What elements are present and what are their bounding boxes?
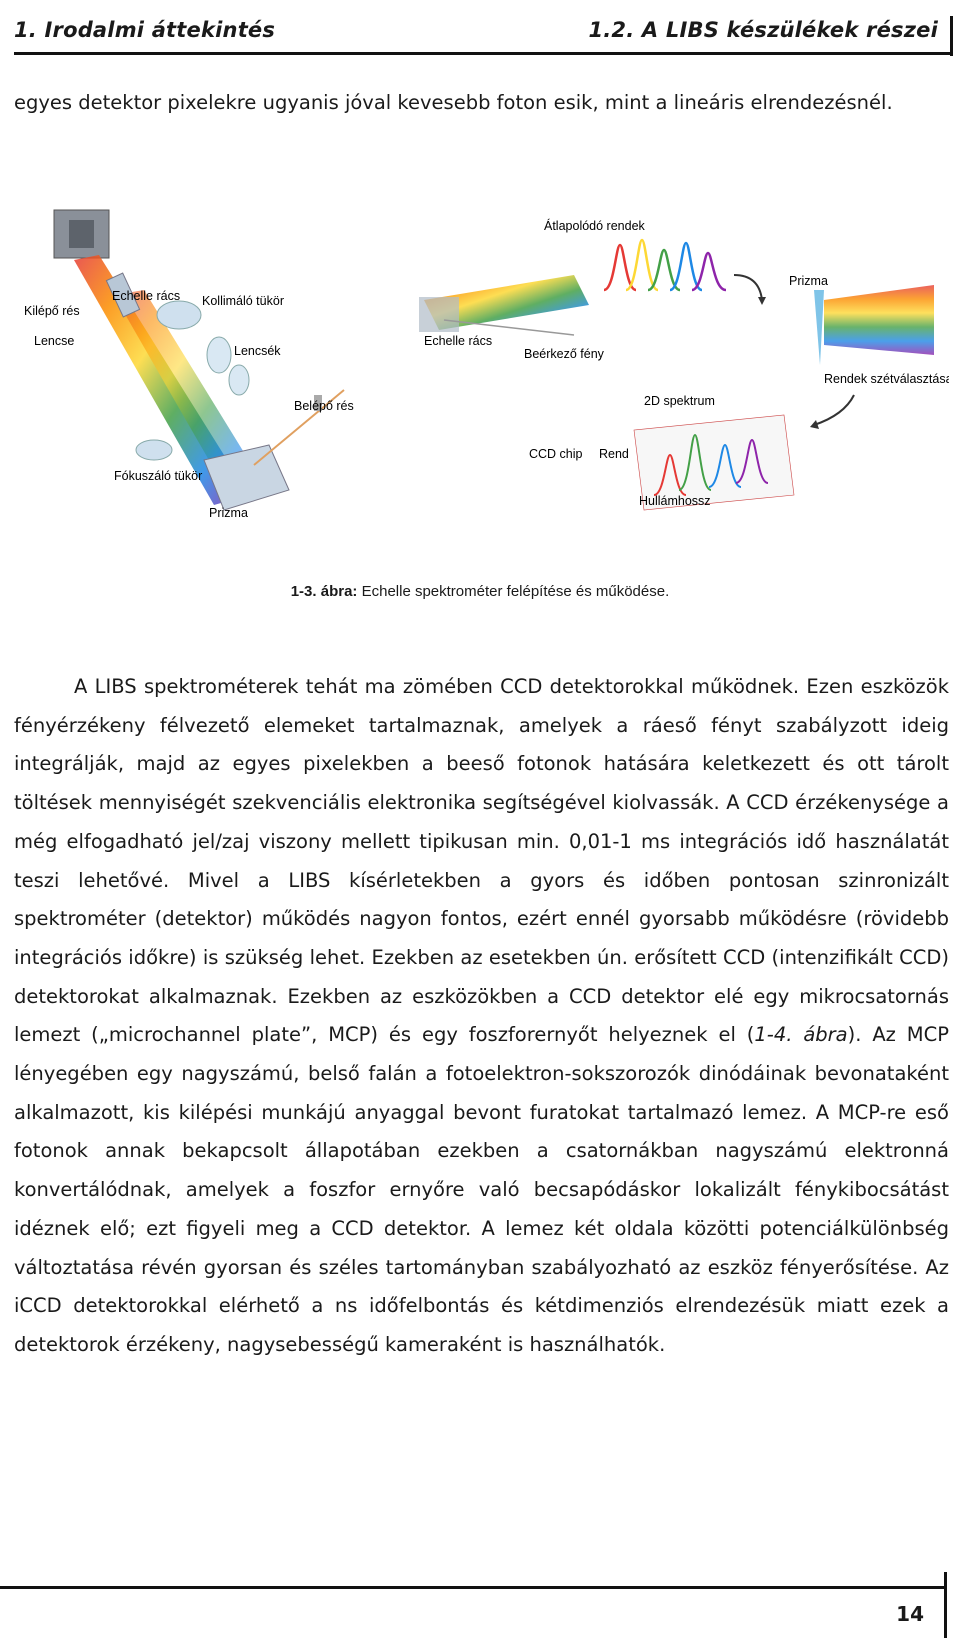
- label-echelle-racs-right: Echelle rács: [424, 334, 493, 348]
- figure-illustration: [14, 205, 949, 545]
- prism-right: [814, 290, 824, 365]
- arrow-to-prism: [734, 275, 762, 300]
- label-kilepo-res: Kilépő rés: [24, 304, 80, 318]
- spectrometer-schematic: [24, 210, 354, 520]
- label-prizma-left: Prizma: [209, 506, 248, 520]
- label-hullamhossz: Hullámhossz: [639, 494, 711, 508]
- echelle-grating-right: [419, 297, 459, 332]
- caption-label: 1-3. ábra:: [290, 583, 358, 600]
- intro-paragraph: egyes detektor pixelekre ugyanis jóval kevesebb foton esik, mint a lineáris elrendezésnél.: [14, 91, 893, 114]
- echelle-principle-diagram: [419, 218, 949, 510]
- incoming-light-ray: [444, 320, 574, 335]
- label-kollimalo-tukor: Kollimáló tükör: [202, 294, 284, 308]
- focusing-mirror: [136, 440, 172, 460]
- chapter-title: 1. Irodalmi áttekintés: [14, 18, 276, 42]
- figure-echelle-spectrometer: [14, 205, 949, 545]
- label-echelle-racs-left: Echelle rács: [112, 289, 181, 303]
- arrow-head-1: [758, 297, 766, 305]
- header-rule: [14, 52, 950, 55]
- overlapping-orders-plot: [604, 240, 726, 290]
- arrow-to-ccd: [814, 395, 854, 425]
- main-paragraph: [14, 668, 949, 1365]
- main-paragraph-part2: ). Az MCP lényegében egy nagyszámú, belső falán a fotoelektron-sokszorozók dinódáinak bevonataként alkalmazott, kis kilépési munkájú anyaggal bevont furatokat tartalmazó lemez. A MCP-re eső fotonok annak bekapcsolt állapotában ezekben a csatornákban nagyszámú elektronná konvertálódnak, amelyek a foszfor ernyőre való becsapódáskor lokalizált fénykibocsátást idéznek elő; ezt figyeli meg a CCD detektor. A lemez két oldala közötti potenciálkülönbség változtatása révén gyorsan és széles tartományban szabályozható az eszköz fényerősítése. Az iCCD detektorokkal elérhető a ns időfelbontás és kétdimenziós elrendezésük miatt ezek a detektorok érzékeny, nagysebességű kameraként is használhatók.: [14, 1023, 950, 1356]
- label-2d-spektrum: 2D spektrum: [644, 394, 715, 408]
- label-rend: Rend: [599, 447, 629, 461]
- label-beerkezo-feny: Beérkező fény: [524, 347, 604, 361]
- separated-orders: [824, 285, 934, 355]
- lens-2: [229, 365, 249, 395]
- order-curve-5: [692, 253, 726, 290]
- label-atlapolodo-rendek: Átlapolódó rendek: [544, 219, 645, 233]
- label-prizma-right: Prizma: [789, 274, 828, 288]
- label-ccd-chip: CCD chip: [529, 447, 583, 461]
- figure-reference: 1-4. ábra: [754, 1023, 848, 1047]
- label-rendek-szetvalasztasa: Rendek szétválasztása: [824, 372, 949, 386]
- page-number: 14: [896, 1602, 924, 1626]
- label-lencsek: Lencsék: [234, 344, 281, 358]
- footer-rule: [0, 1586, 944, 1589]
- collimating-mirror: [157, 301, 201, 329]
- label-fokuszalo-tukor: Fókuszáló tükör: [114, 469, 203, 483]
- label-lencse: Lencse: [34, 334, 75, 348]
- main-paragraph-part1: A LIBS spektrométerek tehát ma zömében CCD detektorokkal működnek. Ezen eszközök fényérzékeny félvezető elemeket tartalmaznak, amelyek a ráeső fényt szabályzott ideig integrálják, majd az egyes pixelekben a beeső fotonok hatására keletkezett és ott tárolt töltések mennyiségét szekvenciális elektronika segítségével kiolvassák. A CCD érzékenysége a még elfogadható jel/zaj viszony mellett tipikusan min. 0,01-1 ms integrációs idő használatát teszi lehetővé. Mivel a LIBS kísérletekben a gyors és időben pontosan szinronizált spektrométer (detektor) működés nagyon fontos, ezért ennél gyorsabb működésre (rövidebb integrációs időkre) is szükség lehet. Ezekben az esetekben ún. erősített CCD (intenzifikált CCD) detektorokat alkalmaznak. Ezekben az eszközökben a CCD detektor elé egy mikrocsatornás lemezt („microchannel plate”, MCP) és egy foszforernyőt helyeznek el (: [14, 675, 949, 1047]
- section-title: 1.2. A LIBS készülékek részei: [588, 18, 938, 42]
- header-vertical-bar: [950, 16, 953, 56]
- caption-text: Echelle spektrométer felépítése és működése.: [361, 583, 670, 600]
- lens-1: [207, 337, 231, 373]
- figure-caption: [0, 583, 960, 600]
- label-belepo-res: Belépő rés: [294, 399, 354, 413]
- running-header: [14, 16, 938, 56]
- footer-vertical-bar: [944, 1572, 947, 1638]
- detector-window: [69, 220, 94, 248]
